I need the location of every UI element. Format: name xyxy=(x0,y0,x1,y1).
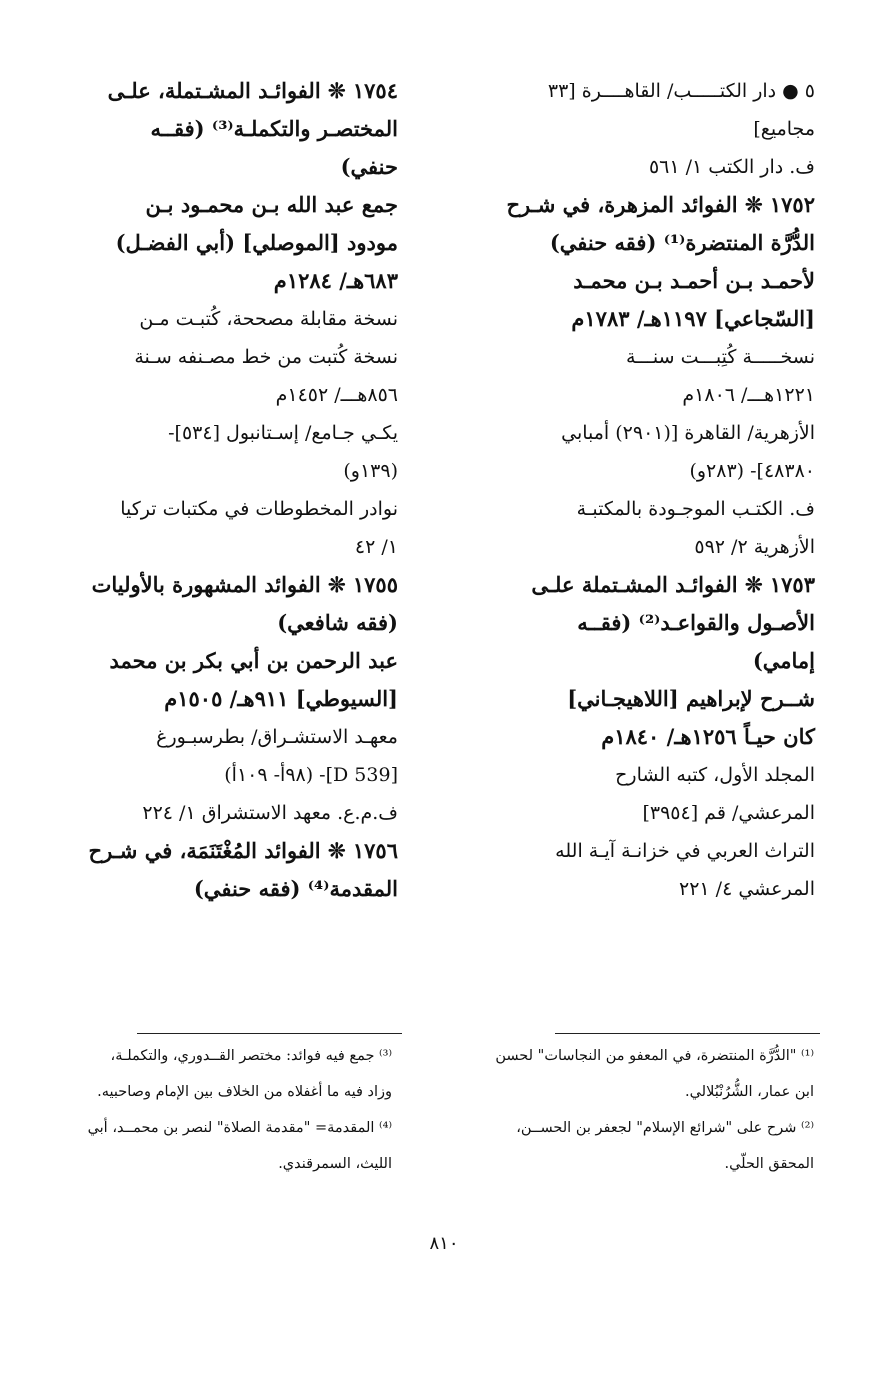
footnote-line: الليث، السمرقندي. xyxy=(278,1156,392,1172)
footnote-line: ⁽¹⁾ "الدُّرَّة المنتضرة، في المعفو من النجاسات" لحسن xyxy=(495,1048,814,1064)
text-line: ٨٥٦هـــ/ ١٤٥٢م xyxy=(275,384,398,406)
footnote-line: وزاد فيه ما أغفلاه من الخلاف بين الإمام وصاحبيه. xyxy=(97,1084,392,1100)
text-line: المجلد الأول، كتبه الشارح xyxy=(615,764,815,786)
footnote-rule-right xyxy=(555,1033,820,1034)
text-line: [السيوطي] ٩١١هـ/ ١٥٠٥م xyxy=(164,686,398,711)
text-line: مودود [الموصلي] (أبي الفضـل) xyxy=(115,230,398,255)
text-line: الدُّرَّة المنتضرة⁽¹⁾ (فقه حنفي) xyxy=(549,230,815,255)
text-line: الأزهرية/ القاهرة [(٢٩٠١) أمبابي xyxy=(561,422,815,444)
text-line: ١٧٥٦ ❊ الفوائد المُغْتَنَمَة، في شـرح xyxy=(88,838,398,863)
text-line: عبد الرحمن بن أبي بكر بن محمد xyxy=(109,648,398,673)
text-line: التراث العربي في خزانـة آيـة الله xyxy=(555,840,815,862)
text-line: الأزهرية ٢/ ٥٩٢ xyxy=(694,536,815,558)
text-line: جمع عبد الله بـن محمـود بـن xyxy=(145,192,398,217)
text-line: لأحمـد بـن أحمـد بـن محمـد xyxy=(573,268,815,293)
text-line: ف.م.ع. معهد الاستشراق ١/ ٢٢٤ xyxy=(142,802,398,824)
text-line: نسخة مقابلة مصححة، كُتبـت مـن xyxy=(139,308,398,330)
text-line: مجاميع] xyxy=(753,118,815,140)
text-line: ٥ ● دار الكتـــــب/ القاهــــرة [٣٣ xyxy=(547,80,815,102)
footnotes-left xyxy=(62,1038,392,1182)
text-line: شــرح لإبراهيم [اللاهيجـاني] xyxy=(567,686,815,711)
text-line: ١٧٥٤ ❊ الفوائـد المشـتملة، علـى xyxy=(107,78,398,103)
text-line: المرعشي/ قم [٣٩٥٤] xyxy=(642,802,815,824)
text-line: الأصـول والقواعـد⁽²⁾ (فقــه xyxy=(577,610,815,635)
left-column xyxy=(58,72,398,908)
text-line: المرعشي ٤/ ٢٢١ xyxy=(679,878,815,900)
text-line: نوادر المخطوطات في مكتبات تركيا xyxy=(120,498,398,520)
text-line: يكـي جـامع/ إسـتانبول [٥٣٤]- xyxy=(168,422,398,444)
footnote-line: ⁽²⁾ شرح على "شرائع الإسلام" لجعفر بن الحســن، xyxy=(516,1120,814,1136)
text-line: المقدمة⁽⁴⁾ (فقه حنفي) xyxy=(193,876,398,901)
text-line: [السّجاعي] ١١٩٧هـ/ ١٧٨٣م xyxy=(571,306,815,331)
right-column xyxy=(475,72,815,908)
text-line: ١٢٢١هـــ/ ١٨٠٦م xyxy=(682,384,815,406)
text-line: ١٧٥٥ ❊ الفوائد المشهورة بالأوليات xyxy=(91,572,398,597)
text-line: نسخـــــة كُتِبـــت سنـــة xyxy=(625,346,815,368)
text-line: كان حيـاً ١٢٥٦هـ/ ١٨٤٠م xyxy=(601,724,815,749)
text-line: ٤٨٣٨٠]- (٢٨٣و) xyxy=(689,460,815,482)
text-line: ٦٨٣هـ/ ١٢٨٤م xyxy=(273,268,398,293)
text-line: ١/ ٤٢ xyxy=(354,536,398,558)
text-line: (فقه شافعي) xyxy=(277,610,398,635)
text-line: ١٧٥٢ ❊ الفوائد المزهرة، في شـرح xyxy=(506,192,815,217)
footnote-rule-left xyxy=(137,1033,402,1034)
page-number: ٨١٠ xyxy=(429,1233,459,1254)
text-line: [D 539]- (٩٨أ- ١٠٩أ) xyxy=(224,764,398,786)
text-line: ١٧٥٣ ❊ الفوائـد المشـتملة علـى xyxy=(531,572,815,597)
text-line: معهـد الاستشـراق/ بطرسبـورغ xyxy=(156,726,398,748)
footnote-line: ⁽³⁾ جمع فيه فوائد: مختصر القــدوري، والتكملـة، xyxy=(110,1048,392,1064)
footnotes-right xyxy=(484,1038,814,1182)
text-line: إمامي) xyxy=(752,648,815,673)
text-line: حنفي) xyxy=(340,154,398,179)
text-line: نسخة كُتبت من خط مصـنفه سـنة xyxy=(134,346,398,368)
footnote-line: ابن عمار، الشُّرُنْبُلالي. xyxy=(684,1084,814,1100)
footnote-line: المحقق الحلّي. xyxy=(724,1156,814,1172)
footnote-line: ⁽⁴⁾ المقدمة= "مقدمة الصلاة" لنصر بن محمــد، أبي xyxy=(87,1120,392,1136)
text-line: (١٣٩و) xyxy=(343,460,398,482)
text-line: المختصـر والتكملـة⁽³⁾ (فقــه xyxy=(150,116,398,141)
text-line: ف. الكتـب الموجـودة بالمكتبـة xyxy=(576,498,815,520)
text-line: ف. دار الكتب ١/ ٥٦١ xyxy=(648,156,815,178)
